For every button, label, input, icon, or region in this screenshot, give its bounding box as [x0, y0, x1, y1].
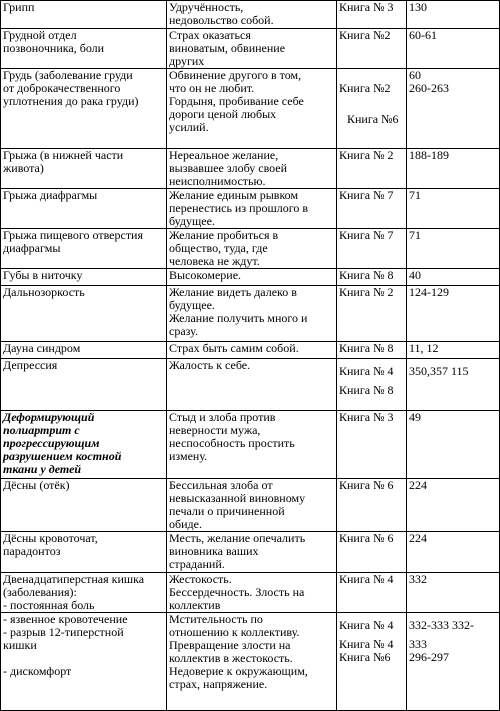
table-row: [1, 149, 500, 189]
disease-cell: Дёсны (отёк): [1, 479, 167, 532]
book-cell: Книга №2 Книга №6: [337, 69, 407, 149]
disease-cell: Грыжа (в нижней части живота): [1, 149, 167, 189]
cause-cell: Высокомерие.: [167, 269, 337, 286]
disease-cell: Грудь (заболевание груди от доброкачественного уплотнения до рака груди): [1, 69, 167, 149]
cause-cell: Страх быть самим собой.: [167, 342, 337, 359]
cause-cell: Обвинение другого в том, что он не любит. Гордыня, пробивание себе дороги ценой любых усилий.: [167, 69, 337, 149]
cause-cell: Бессильная злоба от невысказанной виновному печали о причиненной обиде.: [167, 479, 337, 532]
disease-cell: Дауна синдром: [1, 342, 167, 359]
cause-cell: Месть, желание опечалить виновника ваших страданий.: [167, 532, 337, 573]
page-cell: 350,357 115: [407, 359, 500, 411]
table-row: [1, 479, 500, 532]
book-cell: Книга № 2: [337, 149, 407, 189]
page-cell: 332-333 332- 333 296-297: [407, 613, 500, 711]
disease-cell: Двенадцатиперстная кишка (заболевания): - постоянная боль: [1, 573, 167, 613]
table-row: [1, 286, 500, 342]
page-cell: 124-129: [407, 286, 500, 342]
table-row: [1, 1, 500, 29]
page-cell: 60-61: [407, 29, 500, 69]
book-cell: Книга № 6: [337, 479, 407, 532]
cause-cell: Жестокость. Бессердечность. Злость на коллектив: [167, 573, 337, 613]
disease-cell: Грыжа диафрагмы: [1, 189, 167, 229]
page-cell: 130: [407, 1, 500, 29]
table-row: [1, 269, 500, 286]
disease-cell: Депрессия: [1, 359, 167, 411]
book-cell: Книга № 2: [337, 286, 407, 342]
page-cell: 71: [407, 189, 500, 229]
table-row: [1, 229, 500, 269]
cause-cell: Стыд и злоба против неверности мужа, неспособность простить измену.: [167, 411, 337, 479]
cause-cell: Мстительность по отношению к коллективу. Превращение злости на коллектив в жестокость. Недоверие к окружающим, страх, напряжение.: [167, 613, 337, 711]
cause-cell: Желание единым рывком перенестись из прошлого в будущее.: [167, 189, 337, 229]
book-cell: Книга № 4: [337, 573, 407, 613]
page-cell: 60 260-263: [407, 69, 500, 149]
book-cell: Книга №2: [337, 29, 407, 69]
cause-cell: Нереальное желание, вызвавшее злобу своей неисполнимостью.: [167, 149, 337, 189]
disease-cell: Дёсны кровоточат, парадонтоз: [1, 532, 167, 573]
page-cell: 11, 12: [407, 342, 500, 359]
disease-cell: Грыжа пищевого отверстия диафрагмы: [1, 229, 167, 269]
table-row: [1, 573, 500, 613]
cause-cell: Желание пробиться в общество, туда, где человека не ждут.: [167, 229, 337, 269]
table-row: [1, 69, 500, 149]
book-cell: Книга № 7: [337, 189, 407, 229]
table-row: [1, 532, 500, 573]
cause-cell: Желание видеть далеко в будущее. Желание получить много и сразу.: [167, 286, 337, 342]
page-cell: 40: [407, 269, 500, 286]
book-cell: Книга № 7: [337, 229, 407, 269]
book-cell: Книга № 3: [337, 411, 407, 479]
book-cell: Книга № 8: [337, 269, 407, 286]
disease-cell: - язвенное кровотечение - разрыв 12-типерстной кишки - дискомфорт: [1, 613, 167, 711]
table-row: [1, 359, 500, 411]
page-cell: 49: [407, 411, 500, 479]
disease-cell: Грудной отдел позвоночника, боли: [1, 29, 167, 69]
disease-cell: Деформирующий полиартрит с прогрессирующим разрушением костной ткани у детей: [1, 411, 167, 479]
book-cell: Книга № 8: [337, 342, 407, 359]
book-cell: Книга № 6: [337, 532, 407, 573]
table-row: [1, 189, 500, 229]
cause-cell: Удручённость, недовольство собой.: [167, 1, 337, 29]
table-row: [1, 29, 500, 69]
cause-cell: Страх оказаться виноватым, обвинение других: [167, 29, 337, 69]
book-cell: Книга № 4 Книга № 4 Книга №6: [337, 613, 407, 711]
page-cell: 224: [407, 479, 500, 532]
page-cell: 332: [407, 573, 500, 613]
page-cell: 188-189: [407, 149, 500, 189]
page-cell: 71: [407, 229, 500, 269]
book-cell: Книга № 4 Книга № 8: [337, 359, 407, 411]
table-row: [1, 411, 500, 479]
table-row: [1, 613, 500, 711]
cause-cell: Жалость к себе.: [167, 359, 337, 411]
page-cell: 224: [407, 532, 500, 573]
disease-cell: Губы в ниточку: [1, 269, 167, 286]
disease-cell: Грипп: [1, 1, 167, 29]
disease-cell: Дальнозоркость: [1, 286, 167, 342]
table-row: [1, 342, 500, 359]
book-cell: Книга № 3: [337, 1, 407, 29]
